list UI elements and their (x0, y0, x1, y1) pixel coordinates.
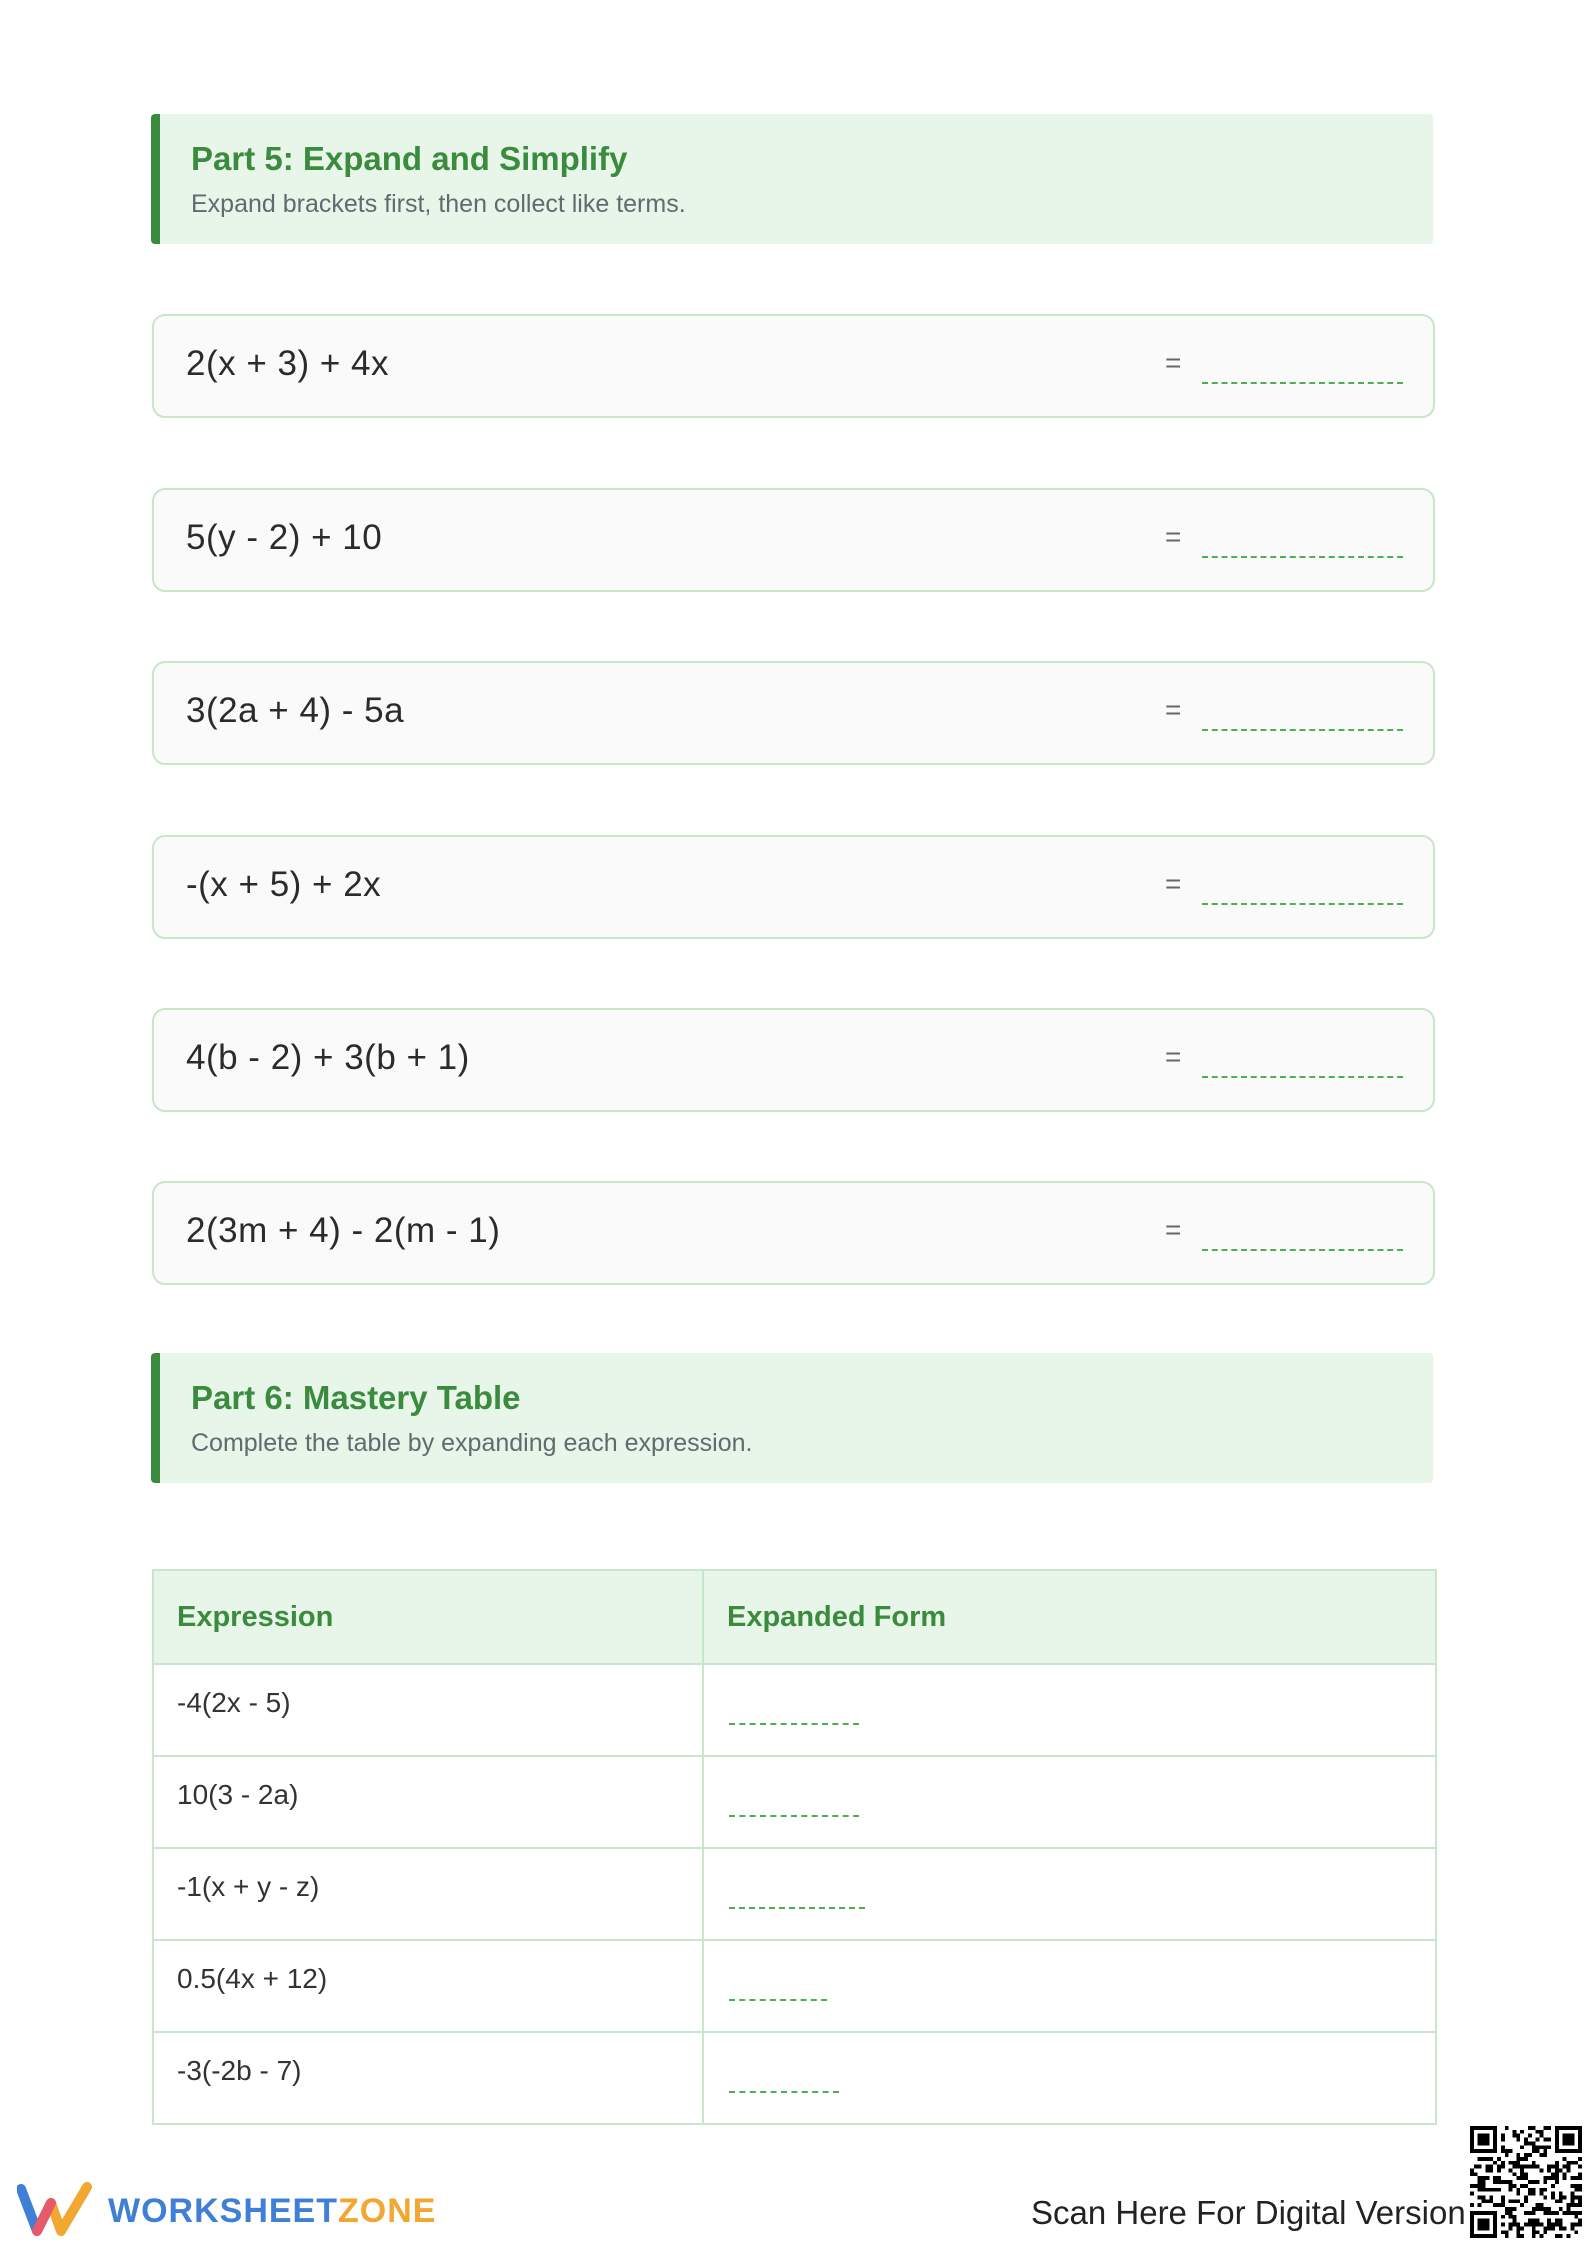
problem-card (152, 661, 1435, 765)
qr-code-icon[interactable] (1470, 2126, 1582, 2238)
equals-sign: = (1165, 521, 1182, 552)
problem-card (152, 1008, 1435, 1112)
problem-card (152, 1181, 1435, 1285)
answer-cell[interactable] (703, 1940, 1436, 2032)
problem-expression: -(x + 5) + 2x (186, 865, 382, 904)
table-row (153, 1756, 1436, 1848)
answer-blank[interactable] (1202, 729, 1403, 731)
answer-blank[interactable] (1202, 1076, 1403, 1078)
answer-blank[interactable] (729, 1907, 865, 1909)
problem-card (152, 835, 1435, 939)
answer-blank[interactable] (1202, 1249, 1403, 1251)
problem-expression: 2(x + 3) + 4x (186, 344, 389, 383)
brand-part-1: WORKSHEET (108, 2192, 338, 2230)
equals-sign: = (1165, 694, 1182, 725)
answer-blank[interactable] (729, 1999, 827, 2001)
part5-header (151, 114, 1433, 244)
answer-blank[interactable] (729, 1723, 859, 1725)
brand-name (108, 2192, 436, 2231)
worksheetzone-logo-icon (17, 2181, 93, 2237)
problem-expression: 4(b - 2) + 3(b + 1) (186, 1038, 470, 1077)
answer-blank[interactable] (1202, 903, 1403, 905)
answer-cell[interactable] (703, 1664, 1436, 1756)
part6-header (151, 1353, 1433, 1483)
problem-expression: 3(2a + 4) - 5a (186, 691, 405, 730)
mastery-table (152, 1569, 1437, 2125)
column-header-expression: Expression (153, 1570, 703, 1664)
equals-sign: = (1165, 347, 1182, 378)
expression-cell: 0.5(4x + 12) (153, 1940, 703, 2032)
table-row (153, 1848, 1436, 1940)
equals-sign: = (1165, 868, 1182, 899)
answer-cell[interactable] (703, 2032, 1436, 2124)
answer-blank[interactable] (1202, 382, 1403, 384)
expression-cell: -4(2x - 5) (153, 1664, 703, 1756)
answer-blank[interactable] (729, 2091, 839, 2093)
problem-expression: 5(y - 2) + 10 (186, 518, 383, 557)
expression-cell: -1(x + y - z) (153, 1848, 703, 1940)
table-row (153, 1940, 1436, 2032)
part6-title: Part 6: Mastery Table (191, 1379, 521, 1416)
column-header-expanded-form: Expanded Form (703, 1570, 1436, 1664)
scan-text: Scan Here For Digital Version (1031, 2194, 1466, 2231)
problem-expression: 2(3m + 4) - 2(m - 1) (186, 1211, 501, 1250)
part5-title: Part 5: Expand and Simplify (191, 140, 628, 177)
expression-cell: -3(-2b - 7) (153, 2032, 703, 2124)
answer-cell[interactable] (703, 1756, 1436, 1848)
table-row (153, 2032, 1436, 2124)
equals-sign: = (1165, 1214, 1182, 1245)
problem-card (152, 314, 1435, 418)
part6-subtitle: Complete the table by expanding each expression. (191, 1429, 753, 1457)
equals-sign: = (1165, 1041, 1182, 1072)
answer-blank[interactable] (1202, 556, 1403, 558)
table-header-row (153, 1570, 1436, 1664)
problem-card (152, 488, 1435, 592)
brand-part-2: ZONE (338, 2192, 437, 2230)
part5-subtitle: Expand brackets first, then collect like terms. (191, 190, 686, 218)
table-row (153, 1664, 1436, 1756)
expression-cell: 10(3 - 2a) (153, 1756, 703, 1848)
answer-cell[interactable] (703, 1848, 1436, 1940)
answer-blank[interactable] (729, 1815, 859, 1817)
